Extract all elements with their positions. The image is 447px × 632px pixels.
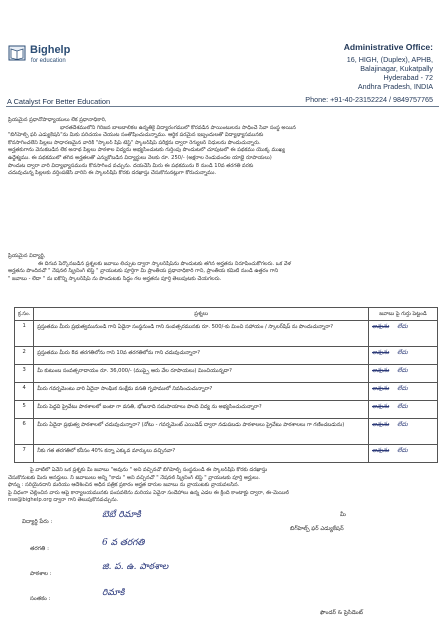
organization-name: బిగ్‌హెల్ప్ ఫర్ ఎడ్యుకేషన్ xyxy=(290,526,344,532)
row-number: 1 xyxy=(15,321,34,347)
answer-yes-struck: అవును xyxy=(372,403,390,410)
student-line: అర్హతను పొందినచో " నేషనల్ స్క్రీనింగ్ టెస్ట్ " వ్రాయుటకు పూర్తిగా మీ ప్రాంతీయ ప్రధానాధికారి గాని, ప్రాంతీయ కమిటీ నుండి ఉత్తరం గాని xyxy=(8,268,279,275)
school-handwritten[interactable]: జి. ప. ఉ. పాఠశాల xyxy=(102,562,169,572)
regards-label: మీ xyxy=(340,512,346,518)
answer-cell[interactable] xyxy=(369,401,438,419)
answer-header: జవాబు పై గుర్తు పెట్టండి xyxy=(369,308,438,321)
answer-cell[interactable] xyxy=(369,365,438,383)
intro-line: చదువుచున్న పిల్లలకు వర్తింపజేసి వారిని ఈ స్కాలర్‌షిప్ కొరకు దరఖాస్తు చేసుకొనునట్లుగా కోరుచున్నాము. xyxy=(8,170,217,177)
table-row xyxy=(15,321,438,347)
closing-line: ఫొన్ను : సరియైనదాని మరియు ఆదేశించిన అధీన పత్రిక ప్రకారం అర్హత దారుల జవాబు ను వ్రాయుటకు వ్రాయవలసిన. xyxy=(8,482,240,489)
intro-line: కొనసాగించలేని పిల్లలు సాధారణమైన వారికి "స్కాలర్ షిప్ టెస్ట్" స్కాలర్‌షిప్ పరీక్షను ద్వారా రెగ్యులర్ నిధులను పొందుచున్నారు. xyxy=(8,139,261,146)
intro-line: అర్హతకుగాను వెనుకబడిన లేక అనాథ పిల్లలు పాఠశాల విద్యను అభ్యసించుటకు గుర్తింపు పొందుటలో చూపుటలో ఈ పథకము యొక్క ముఖ్య xyxy=(8,147,286,154)
answer-cell[interactable] xyxy=(369,347,438,365)
student-name-handwritten[interactable]: బెబే రిమాకి xyxy=(102,510,141,520)
address-line: Balajinagar, Kukatpally xyxy=(360,64,433,73)
closing-line: పై వాటిలో ఏవేని ఒక ప్రశ్నకు మీ జవాబు "అవును " అని వచ్చినచో బిగ్‌హెల్ప్ సంస్థనుండి ఈ స్కాలర్‌షిప్ కొరకు దరఖాస్తు xyxy=(30,467,268,473)
row-number: 6 xyxy=(15,419,34,445)
table-row xyxy=(15,401,438,419)
row-number: 2 xyxy=(15,347,34,365)
answer-no: లేదు xyxy=(397,421,408,428)
question-text: మీరు ఏదైనా ప్రభుత్వ పాఠశాలలో చదువుచున్నారా? (నోటు - గవర్నమెంట్ ఎయిడెడ్ ద్వారా నడుపబడు పాఠశాలలు ప్రైవేటు పాఠశాలలు గా గణించబడును) xyxy=(34,419,369,445)
founder-title: ఫౌండర్ & ప్రెసిడెంట్ xyxy=(320,610,363,616)
signature-label: సంతకం : xyxy=(30,596,51,602)
table-row xyxy=(15,347,438,365)
table-row xyxy=(15,419,438,445)
class-handwritten[interactable]: 6 వ తరగతి xyxy=(102,538,145,548)
logo-name: Bighelp xyxy=(30,44,71,56)
answer-yes-struck: అవును xyxy=(372,349,390,356)
answer-yes-struck: అవును xyxy=(372,447,390,454)
question-text: నీకు గత తరగతిలో కనీసం 40% కన్నా ఎక్కువ మార్కులు వచ్చినవా? xyxy=(34,445,369,463)
class-label: తరగతి : xyxy=(30,546,49,552)
intro-line: ఉద్దేశ్యము. ఈ పథకములో తగిన అర్హతలతో ఎన్నుకోబడిన విద్యార్థులు నెలకు రూ. 250/- (అక్షరాల రెండువందల యాభై రూపాయలు) xyxy=(8,154,272,161)
answer-no: లేదు xyxy=(397,403,408,410)
address-line: 16, HIGH, (Duplex), APHB, xyxy=(346,55,433,64)
question-text: ప్రస్తుతము మీరు ప్రభుత్వమునుండి గాని ఏదైనా సంస్థనుండి గాని సంవత్సరమునకు రూ. 500/-కు మించి సహాయం / స్కాలర్‌షిప్ ను పొందుచున్నారా? xyxy=(34,321,369,347)
table-row xyxy=(15,365,438,383)
bighelp-book-logo-icon xyxy=(8,44,26,62)
administrative-office xyxy=(233,42,433,104)
answer-cell[interactable] xyxy=(369,321,438,347)
answer-no: లేదు xyxy=(397,323,408,330)
answer-cell[interactable] xyxy=(369,419,438,445)
intro-line: భారతదేశములోని గిరిజన బాలబాలికల ఉన్నతికై విద్యారంగములో కొరవడిన పాయింటులను సాధించే సేవా సంస్థ అయిన xyxy=(60,124,296,131)
answer-no: లేదు xyxy=(397,385,408,392)
row-number: 4 xyxy=(15,383,34,401)
row-number: 7 xyxy=(15,445,34,463)
student-paragraph xyxy=(8,253,437,283)
student-line: " జవాబు - లేదా " ను ఐకొన్ని స్కాలర్‌షిప్ ను పొందుటకు సిద్ధం గల అర్హతను పూర్తి తెలుపుటకు చేయగలరు. xyxy=(8,275,222,282)
logo-subtitle: for education xyxy=(31,58,66,64)
tagline: A Catalyst For Better Education xyxy=(7,97,111,106)
answer-no: లేదు xyxy=(397,447,408,454)
serial-header: క్ర.సం. xyxy=(15,308,34,321)
answer-no: లేదు xyxy=(397,367,408,374)
signature-handwritten[interactable]: రిమాకి xyxy=(102,588,125,598)
address-line: Hyderabad - 72 xyxy=(383,73,433,82)
answer-no: లేదు xyxy=(397,349,408,356)
office-phone: Phone: +91-40-23152224 / 9849757765 xyxy=(305,95,433,104)
closing-line: nse@bighelp.org ద్వారా గాని తెలుపుకొనవచ్చును. xyxy=(8,497,119,504)
student-line: ఈ దిగువ పేర్కొనబడిన ప్రశ్నలకు జవాబు లిచ్చుట ద్వారా స్కాలర్‌షిప్‌ను పొందుటకు తగిన అర్హతను నిరూపించుకోగలరు. ఒక వేళ xyxy=(38,260,291,267)
table-row xyxy=(15,383,438,401)
eligibility-questionnaire-table xyxy=(14,307,438,463)
question-text: మీరు గవర్నమెంటు వారి ఏదైనా సాంఘిక సంక్షేమ వసతి గృహములో నివసించుచున్నారా? xyxy=(34,383,369,401)
closing-line: చేసుకొనుటకు మీరు అనర్హులు. నీ జవాబులు అన్ని "కాదు " అని వచ్చినచో " నేషనల్ స్క్రీనింగ్ టెస్ట్ " వ్రాయుటకు పూర్తి అర్హులు. xyxy=(8,474,261,481)
question-text: ప్రస్తుతము మీరు 8వ తరగతిలోను గాని 10వ తరగతిలోను గాని చదువుచున్నారా? xyxy=(34,347,369,365)
address-line: Andhra Pradesh, INDIA xyxy=(357,82,433,91)
table-row xyxy=(15,445,438,463)
intro-line: పొందుట ద్వారా వారి విద్యాభ్యాసమును కొనసాగించ వచ్చును. దయచేసి మీరు ఈ పథకమును 8 నుండి 10వ తరగతి వరకు xyxy=(8,162,254,169)
intro-salutation: ప్రియమైన ప్రధానోపాధ్యాయులు లేక ప్రధానాధికారి, xyxy=(8,117,107,123)
answer-yes-struck: అవును xyxy=(372,367,390,374)
question-text: మీరు పెద్దవి ప్రైవేటు పాఠశాలలో ఐంటా గా వసతి, భోజనాది సదుపాయాలు పొంది విద్య ను అభ్యసించుచున్నారా? xyxy=(34,401,369,419)
answer-yes-struck: అవును xyxy=(372,385,390,392)
row-number: 5 xyxy=(15,401,34,419)
table-header-row xyxy=(15,308,438,321)
answer-yes-struck: అవును xyxy=(372,323,390,330)
intro-line: "బిగ్‌హెల్ప్ ఫర్ ఎడ్యుకేషన్"ను మీకు పరిచయం చేయుట సంతోషించుచున్నాము. ఆర్థిక పరమైన ఇబ్బందులతో విద్యాభ్యాసమునకు xyxy=(8,132,264,139)
student-name-label: విద్యార్థి పేరు : xyxy=(22,519,53,525)
question-text: మీ కుటుంబ సంవత్సరాదాయం రూ. 36,000/- (ముప్పై ఆరు వేల రూపాయలు) మించియున్నదా? xyxy=(34,365,369,383)
answer-cell[interactable] xyxy=(369,445,438,463)
closing-line: పై విధంగా చెల్లించిన వారు ఆపై కార్యాలయమునకు పంపవలెను మరియు ఏవైనా సందేహాలు ఉన్న ఎడల ఈ క్రింది కాంటాక్టు ద్వారా, ఈ-మెయిల్ xyxy=(8,489,289,496)
row-number: 3 xyxy=(15,365,34,383)
closing-paragraph xyxy=(8,467,437,505)
answer-yes-struck: అవును xyxy=(372,421,390,428)
school-label: పాఠశాల : xyxy=(30,571,52,577)
question-header: ప్రశ్నలు xyxy=(34,308,369,321)
office-title: Administrative Office: xyxy=(343,42,433,52)
student-salutation: ప్రియమైన విద్యార్థి, xyxy=(8,253,46,259)
header-divider xyxy=(6,106,439,107)
answer-cell[interactable] xyxy=(369,383,438,401)
intro-paragraph xyxy=(8,117,437,178)
